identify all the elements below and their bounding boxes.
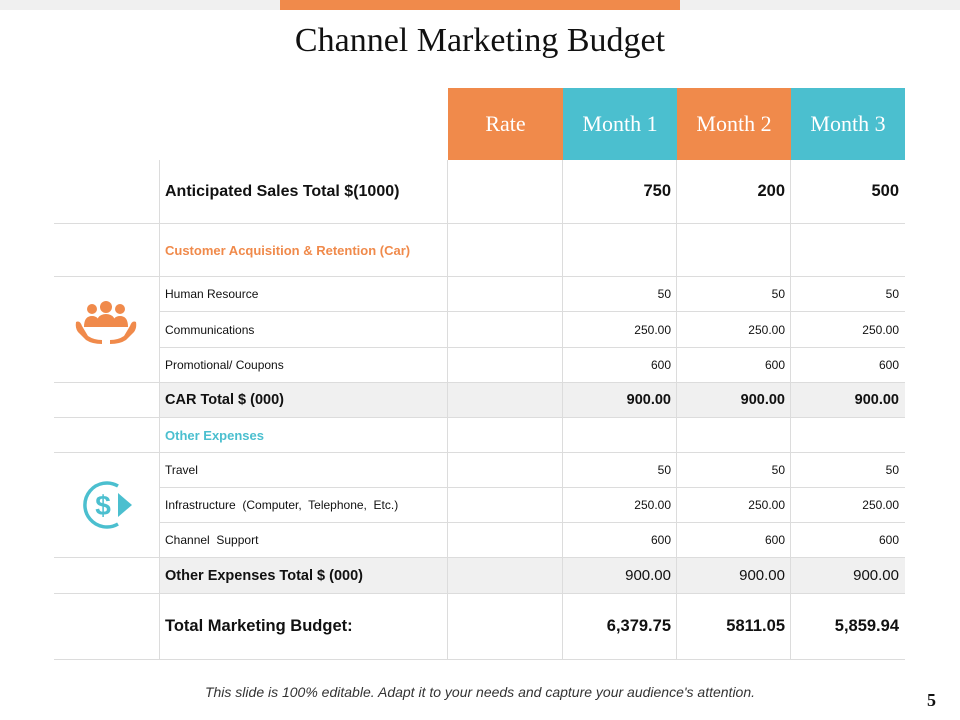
header-month-3: Month 3 [791,88,905,160]
grand-total-month-2: 5811.05 [726,617,785,635]
dollar-cycle-icon [78,478,134,532]
top-bar-left [0,0,280,10]
anticipated-month-3: 500 [871,182,899,200]
other-row-value: 250.00 [862,498,899,512]
other-row-value: 250.00 [748,498,785,512]
car-row-label: Promotional/ Coupons [165,358,284,372]
grid-vline [159,160,160,660]
car-section-heading: Customer Acquisition & Retention (Car) [165,242,411,258]
slide-title: Channel Marketing Budget [294,22,666,59]
car-row-value: 250.00 [748,322,785,337]
car-row-value: 600 [650,358,671,372]
header-month-2: Month 2 [677,88,791,160]
other-total-value: 900.00 [739,567,785,584]
other-row-value: 50 [657,463,671,477]
grand-total-month-1: 6,379.75 [606,617,671,635]
car-row-value: 50 [657,287,671,301]
footer-note: This slide is 100% editable. Adapt it to your needs and capture your audience's attention. [204,684,756,700]
top-bar-right [680,0,960,10]
car-row-value: 50 [885,287,899,301]
other-row-value: 600 [764,533,785,547]
car-row-value: 250.00 [862,322,899,337]
car-row-label: Human Resource [165,287,259,301]
grand-total-month-3: 5,859.94 [834,617,899,635]
anticipated-month-2: 200 [757,182,785,200]
page-number: 5 [927,690,936,710]
car-row-label: Communications [165,322,255,337]
anticipated-sales-label: Anticipated Sales Total $(1000) [165,182,400,200]
other-row-value: 50 [885,463,899,477]
other-row-label: Infrastructure (Computer, Telephone, Etc.) [165,498,399,512]
svg-text:$: $ [95,490,111,521]
other-row-value: 250.00 [634,498,671,512]
grid-hline [54,659,905,660]
car-row-value: 250.00 [634,322,671,337]
car-row-value: 50 [771,287,785,301]
other-row-value: 50 [771,463,785,477]
other-section-heading: Other Expenses [165,427,264,443]
other-total-value: 900.00 [625,567,671,584]
other-row-label: Travel [165,463,198,477]
car-row-value: 600 [764,358,785,372]
grand-total-label: Total Marketing Budget: [165,617,353,635]
other-total-label: Other Expenses Total $ (000) [165,567,363,584]
car-total-value: 900.00 [626,392,671,408]
top-bar-accent [280,0,680,10]
anticipated-month-1: 750 [643,182,671,200]
car-row-value: 600 [878,358,899,372]
car-total-value: 900.00 [854,392,899,408]
other-row-value: 600 [878,533,899,547]
header-rate: Rate [448,88,563,160]
grid-vline [447,160,448,660]
people-in-hands-icon [74,300,138,346]
car-total-value: 900.00 [740,392,785,408]
other-total-value: 900.00 [853,567,899,584]
other-row-label: Channel Support [165,533,259,547]
other-row-value: 600 [650,533,671,547]
car-total-label: CAR Total $ (000) [165,392,284,408]
header-month-1: Month 1 [563,88,677,160]
